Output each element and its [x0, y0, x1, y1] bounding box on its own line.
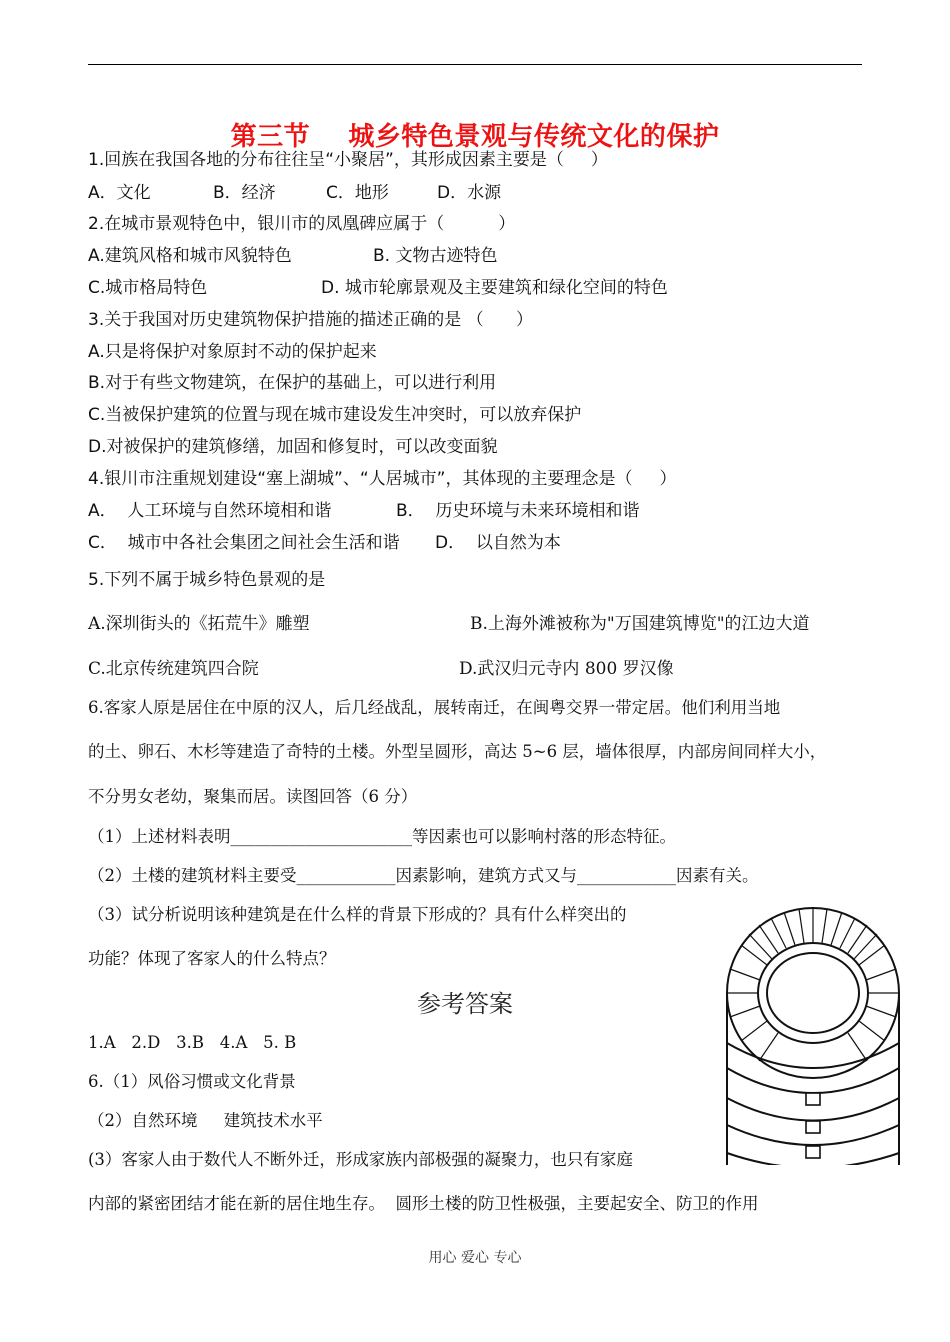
q3-option-a: A.只是将保护对象原封不动的保护起来: [88, 342, 377, 362]
q5-option-a: A.深圳街头的《拓荒牛》雕塑: [88, 614, 310, 634]
q2-option-b: B. 文物古迹特色: [373, 246, 498, 266]
q4-option-b: B． 历史环境与未来环境相和谐: [396, 501, 640, 521]
q1-option-c: C．地形: [326, 183, 389, 203]
q2-option-a: A.建筑风格和城市风貌特色: [88, 246, 292, 266]
q4-option-c: C． 城市中各社会集团之间社会生活和谐: [88, 533, 400, 553]
q6-text-line-2: 的土、卵石、木杉等建造了奇特的土楼。外型呈圆形，高达 5~6 层，墙体很厚，内部房间同样大小，: [88, 742, 827, 761]
answers-line-1: 1.A 2.D 3.B 4.A 5. B: [88, 1033, 297, 1052]
q5-option-b: B.上海外滩被称为"万国建筑博览"的江边大道: [470, 614, 810, 634]
answers-line-3: （2）自然环境 建筑技术水平: [88, 1111, 323, 1130]
q6-sub-3-cont: 功能？体现了客家人的什么特点？: [88, 949, 336, 968]
answers-line-2: 6.（1）风俗习惯或文化背景: [88, 1072, 296, 1091]
q2-stem: 2.在城市景观特色中，银川市的凤凰碑应属于（ ）: [88, 214, 516, 234]
q3-stem: 3.关于我国对历史建筑物保护措施的描述正确的是 （ ）: [88, 310, 534, 330]
answers-line-5: 内部的紧密团结才能在新的居住地生存。 圆形土楼的防卫性极强，主要起安全、防卫的作用: [88, 1194, 759, 1213]
q6-sub-3: （3）试分析说明该种建筑是在什么样的背景下形成的？具有什么样突出的: [88, 905, 627, 924]
q2-option-d: D. 城市轮廓景观及主要建筑和绿化空间的特色: [321, 278, 668, 298]
q5-option-d: D.武汉归元寺内 800 罗汉像: [459, 659, 674, 679]
q6-text-line-1: 6.客家人原是居住在中原的汉人，后几经战乱，展转南迁，在闽粤交界一带定居。他们利用当地: [88, 698, 781, 717]
q3-option-d: D.对被保护的建筑修缮，加固和修复时，可以改变面貌: [88, 437, 498, 457]
page-title: 第三节 城乡特色景观与传统文化的保护: [230, 122, 720, 152]
q2-option-c: C.城市格局特色: [88, 278, 208, 298]
q3-option-c: C.当被保护建筑的位置与现在城市建设发生冲突时，可以放弃保护: [88, 405, 582, 425]
q4-stem: 4.银川市注重规划建设“塞上湖城”、“人居城市”，其体现的主要理念是（ ）: [88, 469, 677, 489]
q4-option-d: D． 以自然为本: [435, 533, 561, 553]
q5-stem: 5.下列不属于城乡特色景观的是: [88, 570, 326, 590]
q1-option-d: D．水源: [437, 183, 502, 203]
answers-line-4: (3）客家人由于数代人不断外迁，形成家族内部极强的凝聚力，也只有家庭: [88, 1150, 633, 1169]
page-footer: 用心 爱心 专心: [428, 1250, 522, 1266]
q6-text-line-3: 不分男女老幼，聚集而居。读图回答（6 分）: [88, 787, 418, 806]
tulou-illustration: [712, 903, 904, 1165]
q3-option-b: B.对于有些文物建筑，在保护的基础上，可以进行利用: [88, 373, 497, 393]
answers-title: 参考答案: [417, 990, 513, 1018]
q4-option-a: A． 人工环境与自然环境相和谐: [88, 501, 332, 521]
header-rule: [88, 64, 862, 65]
q6-sub-2: （2）土楼的建筑材料主要受____________因素影响，建筑方式又与____________因素有关。: [88, 866, 759, 885]
q6-sub-1: （1）上述材料表明______________________等因素也可以影响村落的形态特征。: [88, 827, 676, 846]
q1-stem: 1.回族在我国各地的分布往往呈“小聚居”，其形成因素主要是（ ）: [88, 150, 608, 170]
q1-option-a: A．文化: [88, 183, 151, 203]
q5-option-c: C.北京传统建筑四合院: [88, 659, 259, 679]
q1-option-b: B．经济: [213, 183, 276, 203]
